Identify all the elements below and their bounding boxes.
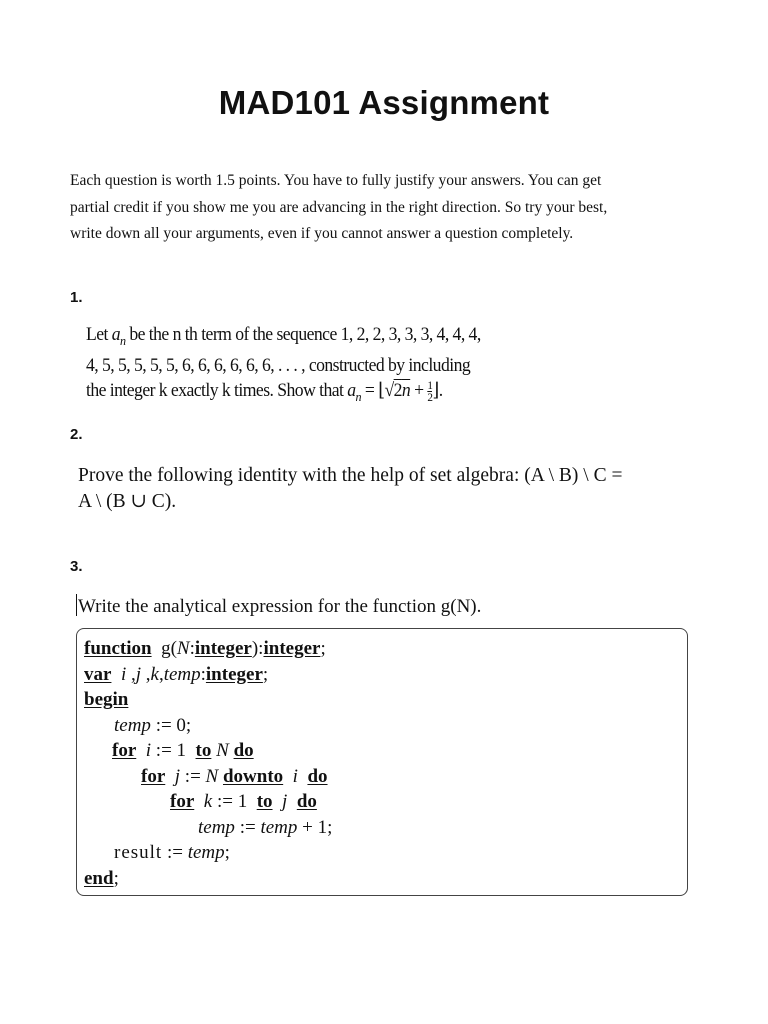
instructions-paragraph: [70, 168, 695, 248]
code-line: end;: [84, 867, 119, 889]
instructions-line: write down all your arguments, even if you cannot answer a question completely.: [70, 225, 574, 242]
pseudocode-block: [84, 636, 332, 891]
question-1-text: [86, 322, 532, 409]
instructions-line: Each question is worth 1.5 points. You have to fully justify your answers. You can get: [70, 172, 602, 189]
question-2-line: Prove the following identity with the help of set algebra: (A \ B) \ C =: [78, 465, 623, 486]
code-line: result := temp;: [114, 842, 230, 863]
code-line: var i ,j ,k,temp:integer;: [84, 663, 269, 685]
question-1-line: Let $a_n$ be the n th term of the sequence 1, 2, 2, 3, 3, 3, 4, 4, 4,: [86, 324, 481, 348]
question-1-number: 1.: [70, 289, 83, 306]
code-line: for i := 1 to N do: [112, 740, 254, 761]
code-line: for k := 1 to j do: [170, 791, 317, 812]
instructions-line: partial credit if you show me you are advancing in the right direction. So try your best,: [70, 198, 608, 216]
code-line: for j := N downto i do: [141, 765, 328, 787]
code-line: function g(N:integer):integer;: [84, 638, 326, 659]
document-title: MAD101 Assignment: [218, 84, 550, 121]
text-cursor: [76, 594, 77, 616]
question-3-number: 3.: [70, 558, 83, 575]
question-1-line: the integer k exactly k times. Show that $a_n$ = ⌊√2n + $\frac{1}{2}$ ⌋.: [86, 377, 443, 404]
question-1-line: 4, 5, 5, 5, 5, 5, 6, 6, 6, 6, 6, 6, . . . , constructed by including: [86, 354, 471, 376]
question-2-text: [78, 463, 718, 515]
question-2-line: A \ (B ∪ C).: [78, 491, 177, 512]
code-line: begin: [84, 689, 129, 710]
question-3-prompt: Write the analytical expression for the function g(N).: [78, 596, 482, 617]
question-2-number: 2.: [70, 426, 83, 443]
code-line: temp := temp + 1;: [198, 816, 333, 838]
code-line: temp := 0;: [114, 714, 192, 736]
